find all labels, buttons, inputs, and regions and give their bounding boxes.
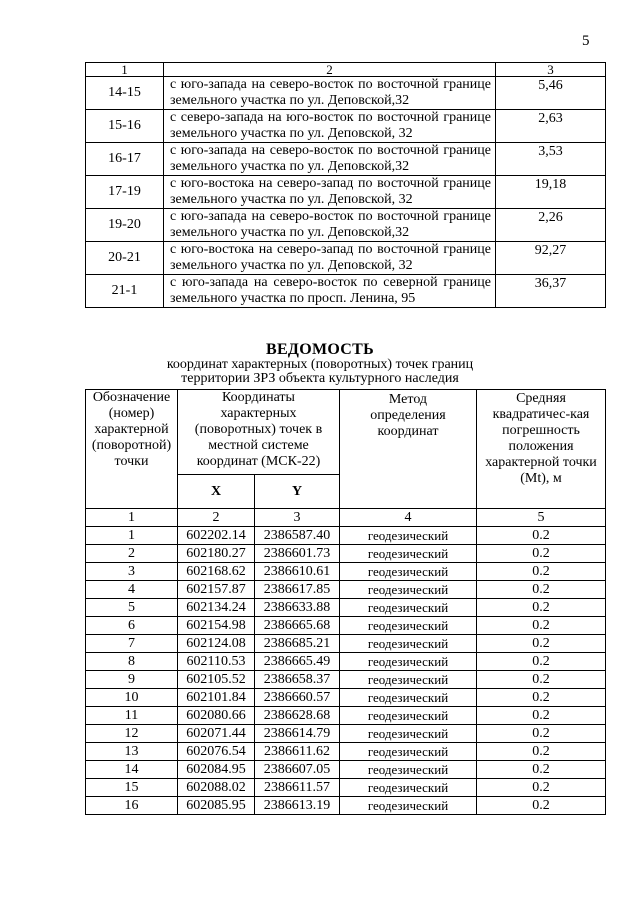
description-cell: с юго-востока на северо-запад по восточной границе земельного участка по ул. Деповской, 32 [164,176,496,209]
method-cell: геодезический [340,527,477,545]
method-cell: геодезический [340,671,477,689]
x-coordinate-cell: 602124.08 [178,635,255,653]
coordinate-row [86,599,606,617]
method-cell: геодезический [340,761,477,779]
x-coordinate-cell: 602157.87 [178,581,255,599]
table1-row [86,209,606,242]
method-cell: геодезический [340,707,477,725]
segment-cell: 16-17 [86,143,164,176]
coordinate-row [86,761,606,779]
length-cell: 92,27 [496,242,606,275]
point-number-cell: 15 [86,779,178,797]
accuracy-cell: 0.2 [477,527,606,545]
accuracy-cell: 0.2 [477,671,606,689]
method-cell: геодезический [340,635,477,653]
point-number-cell: 6 [86,617,178,635]
point-number-cell: 13 [86,743,178,761]
length-cell: 5,46 [496,77,606,110]
table1-row [86,110,606,143]
coordinate-row [86,527,606,545]
y-coordinate-cell: 2386613.19 [255,797,340,815]
segment-cell: 17-19 [86,176,164,209]
accuracy-cell: 0.2 [477,563,606,581]
point-number-cell: 1 [86,527,178,545]
y-coordinate-cell: 2386601.73 [255,545,340,563]
coordinate-row [86,689,606,707]
point-number-cell: 14 [86,761,178,779]
accuracy-cell: 0.2 [477,635,606,653]
x-coordinate-cell: 602202.14 [178,527,255,545]
accuracy-cell: 0.2 [477,743,606,761]
y-coordinate-cell: 2386617.85 [255,581,340,599]
index-cell: 3 [255,509,340,527]
segment-cell: 20-21 [86,242,164,275]
description-cell: с юго-запада на северо-восток по восточной границе земельного участка по ул. Деповской,32 [164,143,496,176]
y-coordinate-cell: 2386665.68 [255,617,340,635]
accuracy-cell: 0.2 [477,779,606,797]
coordinate-row [86,653,606,671]
point-number-cell: 7 [86,635,178,653]
point-number-cell: 8 [86,653,178,671]
table2-header-row [86,390,606,475]
coordinate-row [86,563,606,581]
x-coordinate-cell: 602101.84 [178,689,255,707]
method-cell: геодезический [340,563,477,581]
coordinate-row [86,797,606,815]
page-number: 5 [582,33,590,49]
header-y: Y [255,475,340,509]
description-cell: с северо-запада на юго-восток по восточной границе земельного участка по ул. Деповской, 32 [164,110,496,143]
y-coordinate-cell: 2386628.68 [255,707,340,725]
method-cell: геодезический [340,725,477,743]
header-coordinates: Координаты характерных (поворотных) точек в местной системе координат (МСК-22) [178,390,340,475]
point-number-cell: 9 [86,671,178,689]
y-coordinate-cell: 2386611.62 [255,743,340,761]
method-cell: геодезический [340,617,477,635]
method-cell: геодезический [340,545,477,563]
description-cell: с юго-запада на северо-восток по восточной границе земельного участка по ул. Деповской,32 [164,77,496,110]
description-cell: с юго-востока на северо-запад по восточной границе земельного участка по ул. Деповской, 32 [164,242,496,275]
coordinate-row [86,725,606,743]
table1-row [86,176,606,209]
accuracy-cell: 0.2 [477,581,606,599]
coordinate-row [86,617,606,635]
table1-row [86,275,606,308]
point-number-cell: 11 [86,707,178,725]
index-cell: 2 [178,509,255,527]
x-coordinate-cell: 602085.95 [178,797,255,815]
y-coordinate-cell: 2386607.05 [255,761,340,779]
segment-cell: 14-15 [86,77,164,110]
point-number-cell: 12 [86,725,178,743]
length-cell: 36,37 [496,275,606,308]
table1-row [86,77,606,110]
y-coordinate-cell: 2386660.57 [255,689,340,707]
document-title: ВЕДОМОСТЬ [265,341,375,358]
point-number-cell: 3 [86,563,178,581]
method-cell: геодезический [340,653,477,671]
description-cell: с юго-запада на северо-восток по северной границе земельного участка по просп. Ленина, 95 [164,275,496,308]
method-cell: геодезический [340,689,477,707]
coordinates-table [85,389,606,815]
x-coordinate-cell: 602110.53 [178,653,255,671]
header-point-designation: Обозначение (номер) характерной (поворотной) точки [86,390,178,509]
accuracy-cell: 0.2 [477,689,606,707]
accuracy-cell: 0.2 [477,617,606,635]
point-number-cell: 2 [86,545,178,563]
table1-row [86,242,606,275]
y-coordinate-cell: 2386665.49 [255,653,340,671]
table1-header-cell: 3 [496,63,606,77]
y-coordinate-cell: 2386610.61 [255,563,340,581]
method-cell: геодезический [340,779,477,797]
accuracy-cell: 0.2 [477,725,606,743]
x-coordinate-cell: 602080.66 [178,707,255,725]
method-cell: геодезический [340,797,477,815]
accuracy-cell: 0.2 [477,707,606,725]
y-coordinate-cell: 2386611.57 [255,779,340,797]
length-cell: 3,53 [496,143,606,176]
coordinate-row [86,707,606,725]
y-coordinate-cell: 2386685.21 [255,635,340,653]
index-cell: 4 [340,509,477,527]
x-coordinate-cell: 602071.44 [178,725,255,743]
table1-header-row [86,63,606,77]
coordinate-row [86,581,606,599]
x-coordinate-cell: 602088.02 [178,779,255,797]
table2-index-row [86,509,606,527]
x-coordinate-cell: 602076.54 [178,743,255,761]
segment-cell: 15-16 [86,110,164,143]
boundary-segments-table [85,62,606,308]
table1-row [86,143,606,176]
accuracy-cell: 0.2 [477,653,606,671]
x-coordinate-cell: 602168.62 [178,563,255,581]
method-cell: геодезический [340,599,477,617]
length-cell: 2,63 [496,110,606,143]
header-method: Метод определения координат [340,390,477,509]
table1-header-cell: 1 [86,63,164,77]
x-coordinate-cell: 602084.95 [178,761,255,779]
document-subtitle-line2: территории ЗРЗ объекта культурного наследия [181,371,459,386]
y-coordinate-cell: 2386658.37 [255,671,340,689]
y-coordinate-cell: 2386614.79 [255,725,340,743]
point-number-cell: 4 [86,581,178,599]
accuracy-cell: 0.2 [477,797,606,815]
x-coordinate-cell: 602180.27 [178,545,255,563]
description-cell: с юго-запада на северо-восток по восточной границе земельного участка по ул. Деповской,32 [164,209,496,242]
coordinate-row [86,779,606,797]
segment-cell: 21-1 [86,275,164,308]
accuracy-cell: 0.2 [477,761,606,779]
table1-header-cell: 2 [164,63,496,77]
coordinate-row [86,545,606,563]
header-accuracy: Средняя квадратичес-кая погрешность положения характерной точки (Mt), м [477,390,606,509]
point-number-cell: 16 [86,797,178,815]
document-subtitle-line1: координат характерных (поворотных) точек границ [166,357,474,372]
accuracy-cell: 0.2 [477,599,606,617]
x-coordinate-cell: 602105.52 [178,671,255,689]
method-cell: геодезический [340,581,477,599]
x-coordinate-cell: 602134.24 [178,599,255,617]
index-cell: 1 [86,509,178,527]
coordinate-row [86,635,606,653]
y-coordinate-cell: 2386587.40 [255,527,340,545]
length-cell: 2,26 [496,209,606,242]
coordinate-row [86,743,606,761]
segment-cell: 19-20 [86,209,164,242]
method-cell: геодезический [340,743,477,761]
point-number-cell: 5 [86,599,178,617]
y-coordinate-cell: 2386633.88 [255,599,340,617]
point-number-cell: 10 [86,689,178,707]
coordinate-row [86,671,606,689]
index-cell: 5 [477,509,606,527]
length-cell: 19,18 [496,176,606,209]
header-x: X [178,475,255,509]
x-coordinate-cell: 602154.98 [178,617,255,635]
accuracy-cell: 0.2 [477,545,606,563]
